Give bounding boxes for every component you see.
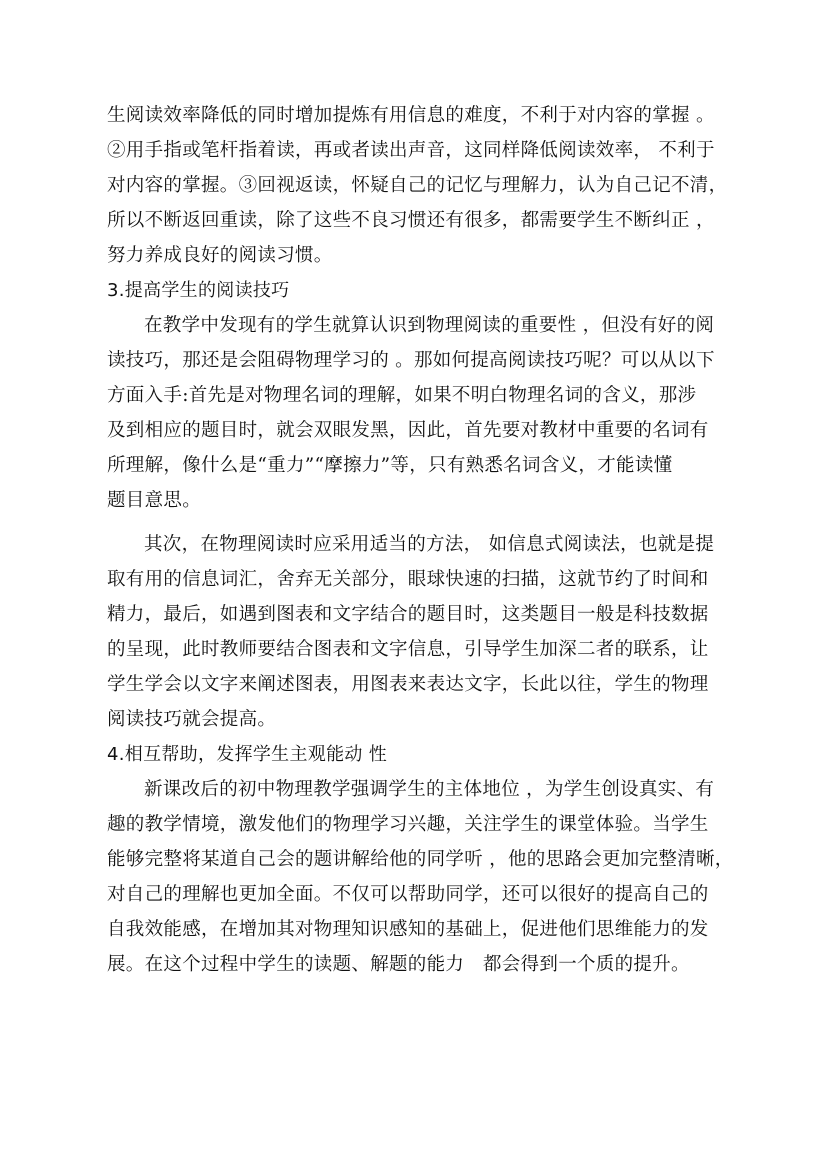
text-line: 在教学中发现有的学生就算认识到物理阅读的重要性 ，但没有好的阅	[144, 315, 715, 336]
text-line: ②用手指或笔杆指着读，再或者读出声音，这同样降低阅读效率， 不利于	[107, 140, 715, 161]
text-line: 趣的教学情境，激发他们的物理学习兴趣，关注学生的课堂体验。当学生	[107, 814, 709, 835]
section-heading-4: 4.相互帮助，发挥学生主观能动 性	[107, 744, 387, 765]
text-line: 精力，最后，如遇到图表和文字结合的题目时，这类题目一般是科技数据	[107, 604, 709, 625]
text-line: 对自己的理解也更加全面。不仅可以帮助同学，还可以很好的提高自己的	[107, 884, 709, 905]
text-line: 所以不断返回重读，除了这些不良习惯还有很多，都需要学生不断纠正 ，	[107, 210, 715, 231]
paragraph-gap	[107, 518, 727, 527]
document-body	[107, 98, 734, 982]
text-line: 其次，在物理阅读时应采用适当的方法， 如信息式阅读法，也就是提	[144, 534, 715, 555]
text-line: 题目意思。	[107, 490, 202, 511]
paragraph-3	[107, 527, 727, 737]
paragraph-2	[107, 308, 727, 518]
paragraph-1	[107, 98, 727, 273]
text-line: 自我效能感，在增加其对物理知识感知的基础上，促进他们思维能力的发	[107, 919, 709, 940]
text-line: 方面入手:首先是对物理名词的理解，如果不明白物理名词的含义，那涉	[107, 385, 697, 406]
text-line: 学生学会以文字来阐述图表，用图表来表达文字，长此以往，学生的物理	[107, 674, 709, 695]
text-line: 努力养成良好的阅读习惯。	[107, 245, 333, 266]
text-line: 展。在这个过程中学生的读题、解题的能力 都会得到一个质的提升。	[107, 954, 690, 975]
text-line: 能够完整将某道自己会的题讲解给他的同学听 ，他的思路会更加完整清晰，	[107, 849, 734, 870]
text-line: 新课改后的初中物理教学强调学生的主体地位 ，为学生创设真实、有	[144, 779, 715, 800]
text-line: 阅读技巧就会提高。	[107, 709, 277, 730]
text-line: 及到相应的题目时，就会双眼发黑，因此，首先要对教材中重要的名词有	[107, 420, 709, 441]
text-line: 所理解，像什么是“重力”“摩擦力”等，只有熟悉名词含义，才能读懂	[107, 455, 673, 476]
text-line: 对内容的掌握。③回视返读，怀疑自己的记忆与理解力，认为自己记不清，	[107, 175, 728, 196]
text-line: 取有用的信息词汇，舍弃无关部分，眼球快速的扫描，这就节约了时间和	[107, 569, 709, 590]
text-line: 的呈现，此时教师要结合图表和文字信息，引导学生加深二者的联系，让	[107, 639, 709, 660]
paragraph-4	[107, 772, 734, 982]
text-line: 读技巧，那还是会阻碍物理学习的 。那如何提高阅读技巧呢？可以从以下	[107, 350, 715, 371]
section-heading-3: 3.提高学生的阅读技巧	[107, 280, 290, 301]
text-line: 生阅读效率降低的同时增加提炼有用信息的难度，不利于对内容的掌握 。	[107, 105, 715, 126]
